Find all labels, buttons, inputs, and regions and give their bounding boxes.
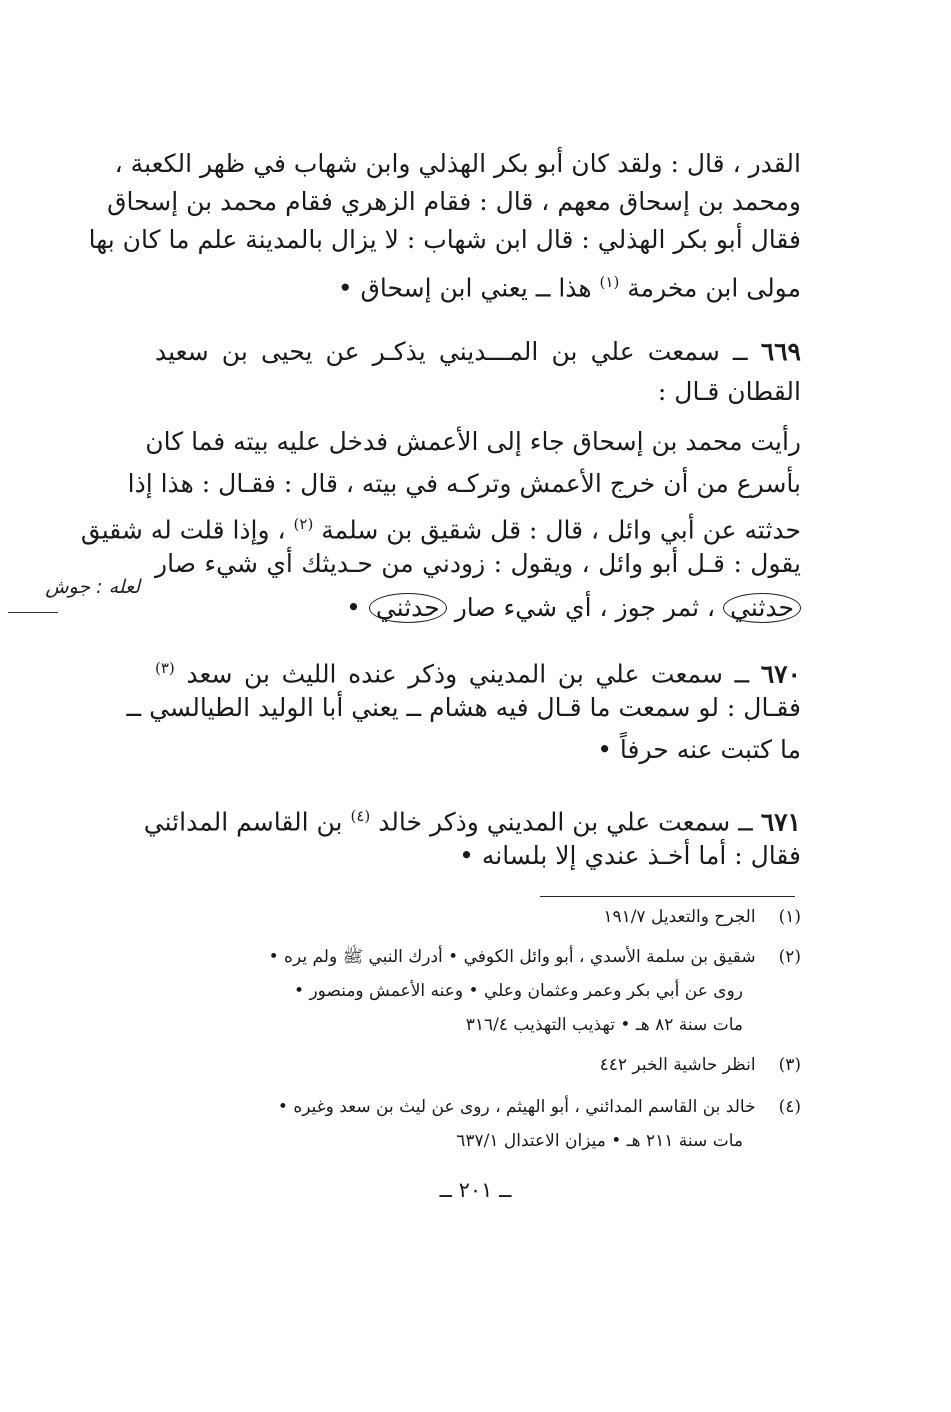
text-line: فقال : أما أخـذ عندي إلا بلسانه • <box>459 841 801 870</box>
footnote <box>150 902 801 932</box>
text-segment: حدثته عن أبي وائل ، قال : قل شقيق بن سلمة <box>321 515 801 545</box>
footnote-ref: (٤) <box>350 807 371 825</box>
footnote-ref: (٣) <box>155 659 175 677</box>
margin-underline <box>8 612 58 613</box>
circled-word: حدثني <box>369 593 447 623</box>
circled-word: حدثني <box>723 593 801 623</box>
text-line <box>143 798 801 840</box>
text-line: القطان قـال : <box>657 377 801 406</box>
footnote-separator <box>540 896 795 897</box>
text-line <box>155 590 801 626</box>
text-line: ما كتبت عنه حرفاً • <box>597 735 801 764</box>
text-line <box>80 506 801 548</box>
text-line: فقال أبو بكر الهذلي : قال ابن شهاب : لا يزال بالمدينة علم ما كان بها <box>88 225 801 254</box>
report-number: ٦٧٠ <box>760 659 801 689</box>
footnote-continuation: مات سنة ٨٢ هـ • تهذيب التهذيب ٣١٦/٤ <box>465 1015 743 1035</box>
footnote-number: (٢) <box>778 947 801 967</box>
text-segment: هذا ــ يعني ابن إسحاق • <box>337 273 592 303</box>
text-segment: ــ سمعت علي بن المديني وذكر عنده الليث بن سعد <box>186 659 750 689</box>
text-segment: بن القاسم المدائني <box>143 807 343 837</box>
handwritten-margin-note: لعله : جوش <box>45 576 140 598</box>
text-line: ومحمد بن إسحاق معهم ، قال : فقام الزهري فقام محمد بن إسحاق <box>107 187 801 216</box>
text-line: بأسرع من أن خرج الأعمش وتركـه في بيته ، قال : فقـال : هذا إذا <box>127 469 801 498</box>
footnote-ref: (١) <box>599 273 620 291</box>
text-segment: • <box>346 593 361 622</box>
text-line: يقول : قـل أبو وائل ، ويقول : زودني من حـديثك أي شيء صار <box>155 549 801 578</box>
text-segment: ــ سمعت علي بن المـــديني يذكـر عن يحيى بن سعيد <box>155 337 748 366</box>
text-segment: ، ثمر جوز ، أي شيء صار <box>454 593 716 622</box>
page-number: ــ ٢٠١ ــ <box>439 1178 512 1202</box>
text-line: القدر ، قال : ولقد كان أبو بكر الهذلي وابن شهاب في ظهر الكعبة ، <box>114 149 801 178</box>
text-segment: ، وإذا قلت له شقيق <box>80 515 286 545</box>
footnote <box>150 942 801 972</box>
footnote <box>150 1050 801 1080</box>
report-number: ٦٦٩ <box>760 337 801 366</box>
footnote-text: شقيق بن سلمة الأسدي ، أبو وائل الكوفي • أدرك النبي ﷺ ولم يره • <box>268 947 756 967</box>
text-line <box>155 334 801 370</box>
footnote-text: انظر حاشية الخبر ٤٤٢ <box>599 1055 756 1075</box>
text-line: فقـال : لو سمعت ما قـال فيه هشام ــ يعني أبا الوليد الطيالسي ــ <box>126 693 801 722</box>
text-segment: مولى ابن مخرمة <box>627 273 801 303</box>
footnote-text: خالد بن القاسم المدائني ، أبو الهيثم ، روى عن ليث بن سعد وغيره • <box>277 1097 756 1117</box>
footnote-text: الجرح والتعديل ١٩١/٧ <box>603 907 756 927</box>
text-line <box>155 264 801 306</box>
footnote-continuation: روى عن أبي بكر وعمر وعثمان وعلي • وعنه الأعمش ومنصور • <box>294 981 743 1001</box>
footnote-number: (١) <box>778 907 801 927</box>
footnote-number: (٤) <box>778 1097 801 1117</box>
footnote-continuation: مات سنة ٢١١ هـ • ميزان الاعتدال ٦٣٧/١ <box>456 1131 743 1151</box>
text-line: رأيت محمد بن إسحاق جاء إلى الأعمش فدخل عليه بيته فما كان <box>145 427 801 456</box>
footnote-number: (٣) <box>778 1055 801 1075</box>
text-segment: ــ سمعت علي بن المديني وذكر خالد <box>378 807 753 837</box>
text-line <box>155 650 801 692</box>
footnote <box>150 1092 801 1122</box>
report-number: ٦٧١ <box>760 807 801 837</box>
footnote-ref: (٢) <box>293 515 314 533</box>
